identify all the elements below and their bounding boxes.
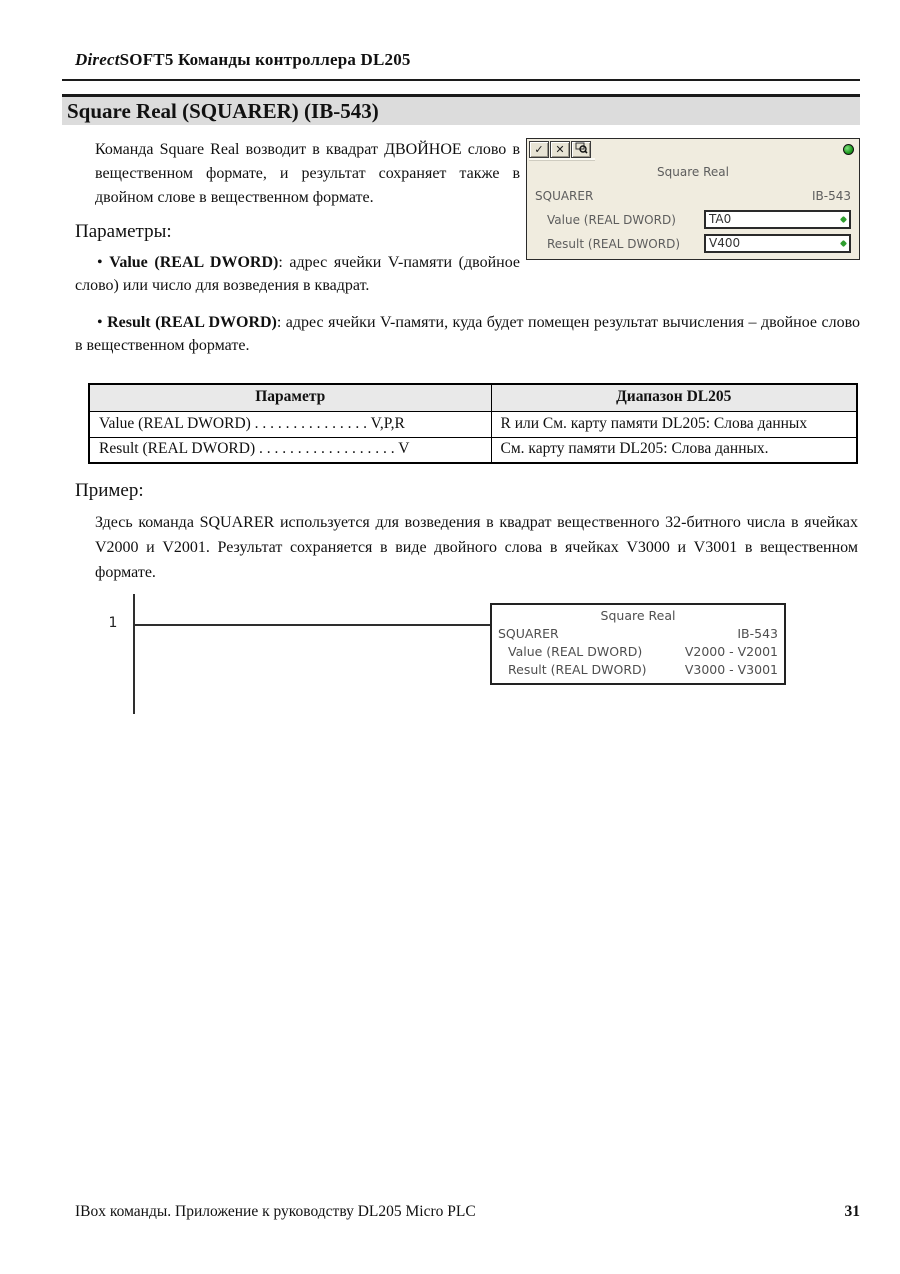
ibox-dialog-title: Square Real [657,165,729,179]
ibox-dialog-screenshot [526,138,860,260]
value-input[interactable] [704,210,851,229]
ibox-mnemonic: SQUARER [535,189,594,203]
table-header-range: Диапазон DL205 [491,384,857,411]
ladder-diagram [62,591,860,726]
table-cell-range: См. карту памяти DL205: Слова данных. [491,437,857,463]
section-title: Square Real (SQUARER) (IB-543) [62,94,860,125]
table-cell-range: R или См. карту памяти DL205: Слова данных [491,411,857,437]
value-input-text: TA0 [709,212,732,226]
parameter-desc: : адрес ячейки V-памяти, куда будет помещен результат вычисления – двойное слово в вещественном формате. [75,314,861,354]
ibox-field-label: Value (REAL DWORD) [547,212,676,227]
ibox-dialog-toolbar [529,141,592,158]
ibox-mnemonic-row [535,189,851,203]
parameter-term: Result (REAL DWORD) [107,314,277,331]
parameter-range-table [88,383,858,464]
status-led-icon [843,144,854,155]
example-heading: Пример: [75,480,144,501]
parameters-heading: Параметры: [75,221,172,242]
cancel-x-icon[interactable]: ✕ [550,141,570,158]
accept-check-icon[interactable]: ✓ [529,141,549,158]
ibox-field-label: Result (REAL DWORD) [547,236,681,251]
bullet-marker: • [97,314,103,331]
intro-paragraph: Команда Square Real возводит в квадрат ДВОЙНОЕ слово в вещественном формате, и результат сохраняет также в двойном слове в вещественном формате. [95,141,520,206]
footer-text: IBox команды. Приложение к руководству DL205 Micro PLC [75,1203,476,1220]
ibox-code: IB-543 [811,189,851,203]
page-number: 31 [844,1203,860,1220]
parameter-bullet-result [75,311,860,357]
table-cell-parameter: Value (REAL DWORD) . . . . . . . . . . . . . . . V,P,R [89,411,491,437]
ibox-field-value [547,210,851,229]
parameter-bullet-value [75,251,520,297]
ladder-box-value: V3000 - V3001 [684,662,778,677]
example-paragraph: Здесь команда SQUARER используется для возведения в квадрат вещественного 32-битного числа в ячейках V2000 и V2001. Результат сохраняется в виде двойного слова в ячейках V3000 и V3001 в вещественном формате. [95,514,858,581]
ibox-field-result [547,234,851,253]
rung-number: 1 [108,615,118,631]
ladder-instruction-box [490,603,786,685]
ladder-rail [133,594,135,714]
table-cell-parameter: Result (REAL DWORD) . . . . . . . . . . . . . . . . . . V [89,437,491,463]
bullet-marker: • [97,254,103,271]
table-header-parameter: Параметр [89,384,491,411]
ladder-box-mnemonic-row [498,625,778,643]
ladder-box-label: Result (REAL DWORD) [508,662,647,677]
result-input-text: V400 [709,236,741,250]
header-rule [62,79,860,81]
browse-magnifier-icon[interactable] [571,141,591,158]
ladder-box-row [498,661,778,679]
parameter-desc: : адрес ячейки V-памяти (двойное слово) или число для возведения в квадрат. [75,254,520,294]
page-footer [62,1203,860,1221]
table-row [89,437,857,463]
result-input[interactable] [704,234,851,253]
valid-dot-icon [840,240,847,247]
valid-dot-icon [840,216,847,223]
ladder-box-code: IB-543 [737,626,778,641]
header-brand-italic: Direct [75,50,120,69]
intro-text-column [62,138,520,297]
header-title-text: SOFT5 Команды контроллера DL205 [119,50,411,69]
ladder-box-label: Value (REAL DWORD) [508,644,643,659]
ladder-box-value: V2000 - V2001 [684,644,778,659]
table-row [89,411,857,437]
ladder-box-title: Square Real [600,608,676,623]
page-header [75,50,860,70]
ladder-box-mnemonic: SQUARER [498,626,559,641]
intro-row [62,138,860,297]
table-header-row [89,384,857,411]
ladder-wire [133,624,491,626]
ladder-box-row [498,643,778,661]
parameter-term: Value (REAL DWORD) [109,254,279,271]
